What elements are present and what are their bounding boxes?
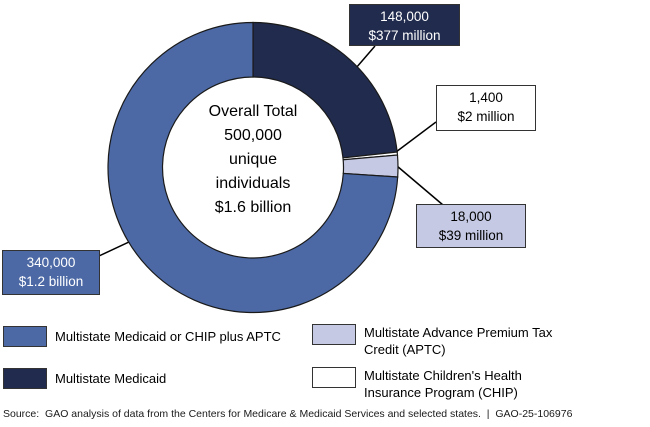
center-label-line: 500,000	[224, 127, 282, 144]
legend-label: Multistate Advance Premium Tax Credit (APTC)	[364, 325, 553, 357]
center-label-line: Overall Total	[208, 103, 298, 120]
legend-label: Multistate Children's Health Insurance Program (CHIP)	[364, 368, 522, 400]
callout-individuals: 18,000	[450, 209, 492, 224]
legend-swatch-lavender	[312, 324, 356, 345]
legend-label: Multistate Medicaid	[55, 371, 167, 386]
source-note: Source: GAO analysis of data from the Centers for Medicare & Medicaid Services and selected states. | GAO-25-106976	[3, 408, 573, 420]
leader-line-chip	[396, 122, 436, 152]
callout-amount: $377 million	[368, 28, 441, 43]
legend-swatch-navy	[3, 368, 47, 389]
center-label-line: individuals	[215, 175, 291, 192]
donut-center-total-label	[163, 100, 343, 220]
legend-label: Multistate Medicaid or CHIP plus APTC	[55, 329, 281, 344]
callout-amount: $2 million	[457, 109, 515, 124]
callout-box-chip	[436, 85, 536, 131]
leader-line-medicaid	[356, 46, 375, 68]
legend-item-multistate-medicaid	[3, 368, 250, 389]
legend-item-aptc	[312, 324, 559, 358]
callout-individuals: 1,400	[469, 90, 503, 105]
leader-line-combo	[99, 241, 131, 256]
center-label-line: $1.6 billion	[214, 199, 292, 216]
legend-item-medicaid-chip-plus-aptc	[3, 326, 281, 347]
callout-amount: $1.2 billion	[18, 274, 84, 289]
legend-item-chip	[312, 367, 559, 401]
center-label-line: unique	[228, 151, 278, 168]
callout-box-aptc	[416, 204, 526, 248]
leader-line-aptc	[397, 166, 443, 205]
callout-box-multistate-medicaid	[349, 4, 460, 46]
legend-swatch-blue	[3, 326, 47, 347]
callout-individuals: 340,000	[26, 255, 76, 270]
callout-amount: $39 million	[438, 228, 504, 243]
callout-individuals: 148,000	[380, 9, 429, 24]
legend-swatch-white	[312, 367, 356, 388]
callout-box-medicaid-chip-plus-aptc	[2, 250, 100, 295]
